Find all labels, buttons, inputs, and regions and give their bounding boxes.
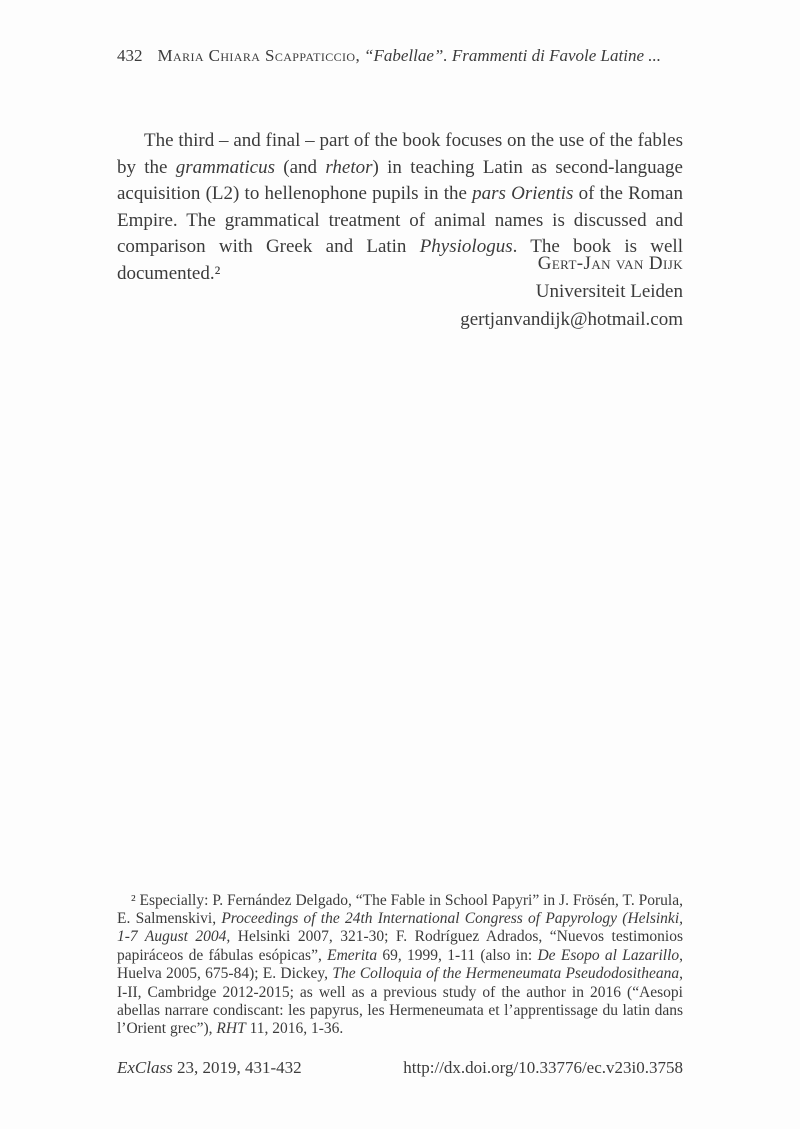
doi-link: http://dx.doi.org/10.33776/ec.v23i0.3758 (403, 1058, 683, 1077)
reviewer-email: gertjanvandijk@hotmail.com (460, 309, 683, 330)
page-number: 432 (117, 46, 143, 65)
page-footer (117, 1058, 683, 1078)
reviewer-name: Gert-Jan van Dijk (537, 253, 683, 274)
journal-citation: ExClass 23, 2019, 431-432 (117, 1058, 302, 1077)
review-paragraph: The third – and final – part of the book focuses on the use of the fables by the grammaticus (and rhetor) in teaching Latin as second-language acquisition (L2) to hellenophone pupils in the pars Orientis of the Roman Empire. The grammatical treatment of animal names is discussed and comparison with Greek and Latin Physiologus. The book is well documented.² (117, 130, 683, 284)
running-header-title: Maria Chiara Scappaticcio, “Fabellae”. Frammenti di Favole Latine ... (157, 46, 661, 65)
signature-block (460, 250, 683, 334)
reviewer-affiliation: Universiteit Leiden (535, 281, 683, 302)
running-header (117, 46, 683, 66)
footnote: ² Especially: P. Fernández Delgado, “The Fable in School Papyri” in J. Frösén, T. Porula, E. Salmenskivi, Proceedings of the 24th International Congress of Papyrology (Helsinki, 1-7 August 2004, Helsinki 2007, 321-30; F. Rodríguez Adrados, “Nuevos testimonios papiráceos de fábulas esópicas”, Emerita 69, 1999, 1-11 (also in: De Esopo al Lazarillo, Huelva 2005, 675-84); E. Dickey, The Colloquia of the Hermeneumata Pseudodositheana, I-II, Cambridge 2012-2015; as well as a previous study of the author in 2016 (“Aesopi abellas narrare condiscant: les papyrus, les Hermeneumata et l’apprentissage du latin dans l’Orient grec”), RHT 11, 2016, 1-36. (117, 891, 684, 1038)
